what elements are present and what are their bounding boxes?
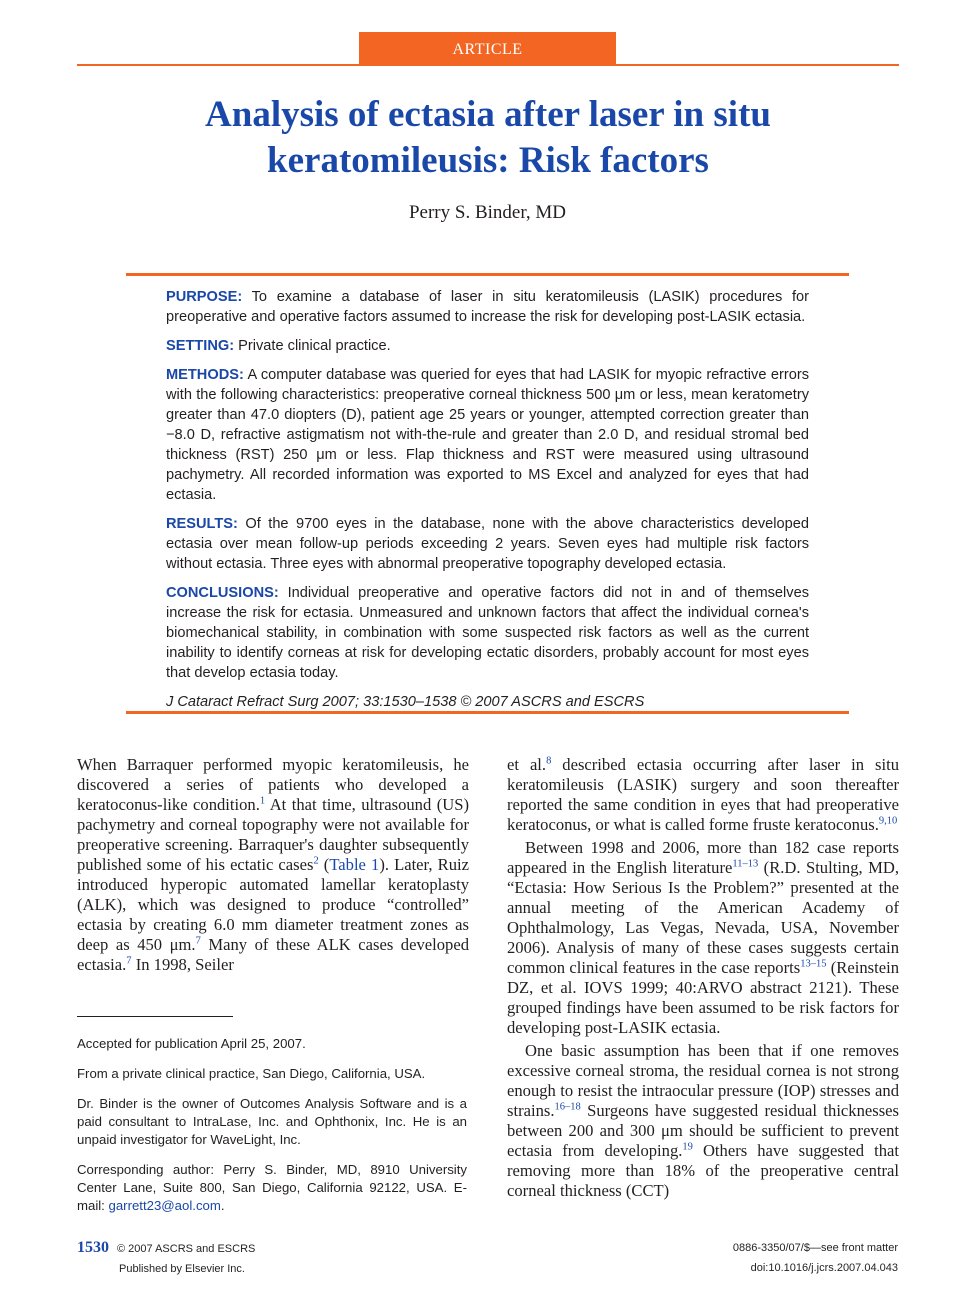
author-name: Perry S. Binder, MD [408, 202, 567, 223]
body-column-right [507, 755, 899, 1201]
body-paragraph [507, 755, 899, 835]
footnote-disclosure: Dr. Binder is the owner of Outcomes Analysis Software and is a paid consultant to IntraLase, Inc. and Ophthonix, Inc. He is an unpaid investigator for WaveLight, Inc. [77, 1096, 467, 1147]
abstract-methods [166, 365, 809, 505]
email-link[interactable]: garrett23@aol.com [108, 1198, 221, 1213]
footnote-accepted: Accepted for publication April 25, 2007. [77, 1036, 306, 1051]
corresponding-text: Corresponding author: Perry S. Binder, MD, 8910 University Center Lane, Suite 800, San Diego, California 92122, USA. E-mail: [77, 1162, 467, 1213]
footnote-rule [77, 1016, 233, 1017]
abstract [166, 287, 809, 721]
footer-doi[interactable]: doi:10.1016/j.jcrs.2007.04.043 [750, 1262, 898, 1274]
footer-issn: 0886-3350/07/$—see front matter [732, 1242, 898, 1254]
abstract-conclusions [166, 583, 809, 683]
results-label: RESULTS: [166, 516, 238, 532]
body-text: At that time, ultrasound (US) pachymetry and corneal topography were not available for preoperative screening. Barraquer's daughter subsequently published some of his ectatic cases [77, 795, 470, 874]
body-text: Many of these ALK cases developed ectasia. [77, 935, 469, 974]
ref-link[interactable]: 16–18 [554, 1101, 581, 1113]
body-text: One basic assumption has been that if one removes excessive corneal stroma, the residual cornea is not strong enough to resist the intraocular pressure (IOP) stresses and strains. [507, 1041, 899, 1120]
abstract-bottom-rule [126, 711, 849, 714]
article-type-tag: ARTICLE [359, 32, 616, 66]
methods-text: A computer database was queried for eyes that had LASIK for myopic refractive errors with the following characteristics: preoperative corneal thickness 500 μm or less, mean keratometry greater than 47.0 diopters (D), patient age 25 years or younger, attempted correction greater than −8.0 D, refractive astigmatism not with-the-rule and greater than 2.0 D, and residual stromal bed thickness (RST) 250 μm or less. Flap thickness and RST were measured using ultrasound pachymetry. All recorded information was exported to MS Excel and analyzed for eyes that had ectasia. [166, 367, 809, 503]
header-rule [77, 64, 899, 66]
ref-link[interactable]: 13–15 [800, 958, 827, 970]
footer-publisher: Published by Elsevier Inc. [119, 1263, 245, 1275]
ref-link[interactable]: 8 [546, 755, 552, 767]
corresponding-end: . [220, 1198, 225, 1213]
ref-link[interactable]: 11–13 [732, 858, 759, 870]
ref-link[interactable]: 19 [682, 1141, 693, 1153]
body-text: ). Later, Ruiz introduced hyperopic automated lamellar keratoplasty (ALK), which was designed to produce “controlled” ectasia by creating 6.0 mm diameter treatment zones as deep as 450 μm. [77, 855, 469, 954]
setting-text: Private clinical practice. [238, 338, 391, 354]
body-paragraph [77, 755, 469, 975]
journal-citation: J Cataract Refract Surg 2007; 33:1530–1538 © 2007 ASCRS and ESCRS [166, 694, 645, 710]
body-text: described ectasia occurring after laser in situ keratomileusis (LASIK) surgery and soon thereafter reported the same condition in eyes that had preoperative keratoconus, or what is called forme fruste keratoconus. [507, 755, 900, 834]
body-text: (R.D. Stulting, MD, “Ectasia: How Serious Is the Problem?” presented at the annual meeting of the American Academy of Ophthalmology, Las Vegas, Nevada, USA, November 2006). Analysis of many of these cases suggests certain common clinical features in the case reports [507, 858, 899, 977]
body-text: (Reinstein DZ, et al. IOVS 1999; 40:ARVO abstract 2121). These grouped findings have been assumed to be risk factors for developing post-LASIK ectasia. [507, 958, 899, 1037]
conclusions-label: CONCLUSIONS: [166, 585, 279, 601]
body-text: ( [318, 855, 330, 874]
body-text: In 1998, Seiler [131, 955, 234, 974]
body-text: When Barraquer performed myopic keratomileusis, he discovered a series of patients who developed a keratoconus-like condition. [77, 755, 469, 814]
results-text: Of the 9700 eyes in the database, none with the above characteristics developed ectasia over mean follow-up periods exceeding 2 years. Seven eyes had multiple risk factors without ectasia. Three eyes with abnormal preoperative topography developed ectasia. [166, 516, 809, 572]
abstract-purpose [166, 287, 809, 327]
ref-link[interactable]: 9,10 [878, 815, 898, 827]
footnote-corresponding [77, 1161, 467, 1215]
setting-label: SETTING: [166, 338, 235, 354]
table-link[interactable]: Table 1 [329, 855, 380, 874]
body-text: et al. [507, 755, 547, 774]
footnote-affiliation: From a private clinical practice, San Diego, California, USA. [77, 1066, 426, 1081]
ref-link[interactable]: 7 [195, 935, 201, 947]
conclusions-text: Individual preoperative and operative factors did not in and of themselves increase the risk for ectasia. Unmeasured and unknown factors that affect the individual cornea's biomechanical stability, in combination with some suspected risk factors as well as the current inability to identify corneas at risk for developing ectatic disorders, probably account for most eyes that develop ectasia today. [166, 585, 809, 681]
abstract-results [166, 514, 809, 574]
body-text: Others have suggested that removing more than 18% of the preoperative central corneal thickness (CCT) [507, 1141, 899, 1200]
methods-label: METHODS: [166, 367, 244, 383]
purpose-text: To examine a database of laser in situ keratomileusis (LASIK) procedures for preoperative and operative factors assumed to increase the risk for developing post-LASIK ectasia. [166, 289, 809, 325]
abstract-setting [166, 336, 809, 356]
footer-copyright: © 2007 ASCRS and ESCRS [117, 1243, 256, 1255]
body-paragraph [507, 1041, 899, 1201]
body-text: Surgeons have suggested residual thicknesses between 200 and 300 μm should be sufficient to prevent ectasia from developing. [507, 1101, 899, 1160]
ref-link[interactable]: 1 [259, 795, 266, 807]
body-column-left [77, 755, 469, 975]
ref-link[interactable]: 7 [126, 955, 132, 967]
footer-right [600, 1238, 898, 1278]
footer-left [77, 1238, 255, 1279]
body-text: Between 1998 and 2006, more than 182 case reports appeared in the English literature [507, 838, 899, 877]
ref-link[interactable]: 2 [313, 855, 319, 867]
purpose-label: PURPOSE: [166, 289, 243, 305]
page-number: 1530 [77, 1239, 109, 1256]
abstract-top-rule [126, 273, 849, 276]
body-paragraph [507, 838, 899, 1038]
footnotes [77, 1035, 467, 1227]
article-title: Analysis of ectasia after laser in situ keratomileusis: Risk factors [205, 94, 771, 181]
